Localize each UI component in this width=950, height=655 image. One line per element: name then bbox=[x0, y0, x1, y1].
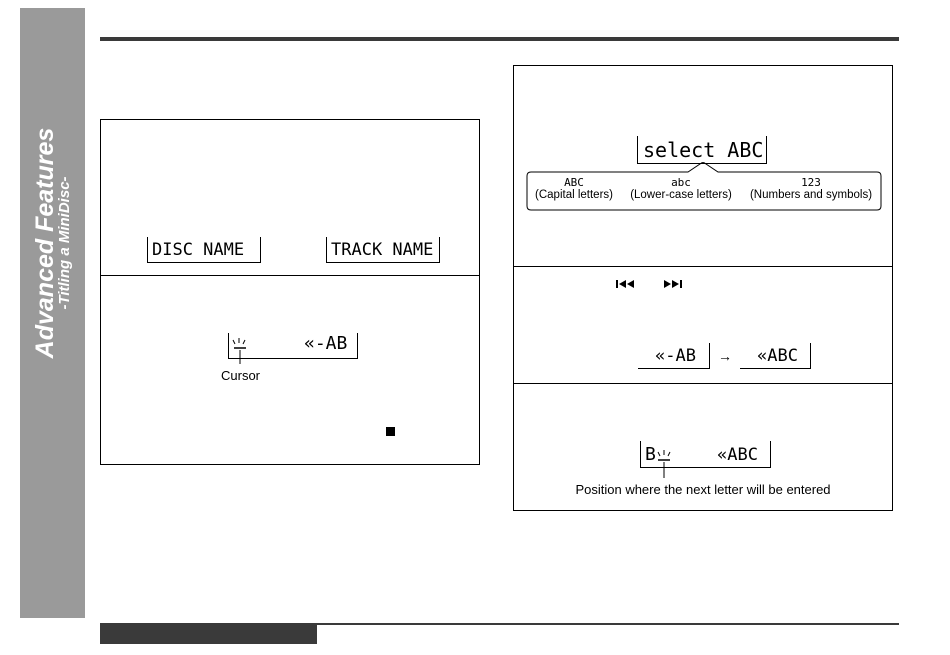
option-numbers: 123 (Numbers and symbols) bbox=[749, 176, 873, 201]
option-lowercase: abc (Lower-case letters) bbox=[630, 176, 732, 201]
sidebar-tab bbox=[20, 8, 85, 618]
lcd-select-mode: select ABC bbox=[637, 136, 767, 164]
section-subtitle: -Titling a MiniDisc- bbox=[55, 176, 73, 310]
lcd-disc-name: DISC NAME bbox=[147, 237, 261, 263]
right-panel-divider-1 bbox=[513, 266, 893, 267]
lcd-cursor-right-text: «-AB bbox=[304, 333, 348, 354]
option-capital: ABC (Capital letters) bbox=[535, 176, 613, 201]
lcd-step-after: «ABC bbox=[757, 346, 798, 366]
lcd-entry-right: «ABC bbox=[717, 445, 758, 465]
sidebar-title-block bbox=[20, 8, 85, 618]
lcd-track-name: TRACK NAME bbox=[326, 237, 440, 263]
lcd-step-before: «-AB bbox=[655, 346, 696, 366]
cursor-label: Cursor bbox=[221, 368, 261, 383]
header-rule bbox=[100, 37, 899, 41]
entry-cursor-icon bbox=[656, 446, 676, 482]
footer-bar bbox=[100, 624, 317, 644]
left-panel-divider bbox=[100, 275, 480, 276]
position-label: Position where the next letter will be entered bbox=[575, 482, 831, 497]
skip-forward-icon bbox=[662, 279, 684, 289]
lcd-entry-left: B bbox=[645, 444, 656, 465]
transition-arrow: → bbox=[718, 348, 732, 364]
left-panel bbox=[100, 119, 480, 465]
stop-square-icon bbox=[386, 427, 395, 436]
right-panel-divider-2 bbox=[513, 383, 893, 384]
character-options bbox=[525, 176, 885, 208]
skip-back-icon bbox=[615, 279, 637, 289]
section-title: Advanced Features bbox=[30, 127, 59, 359]
blinking-cursor-icon bbox=[228, 326, 268, 368]
